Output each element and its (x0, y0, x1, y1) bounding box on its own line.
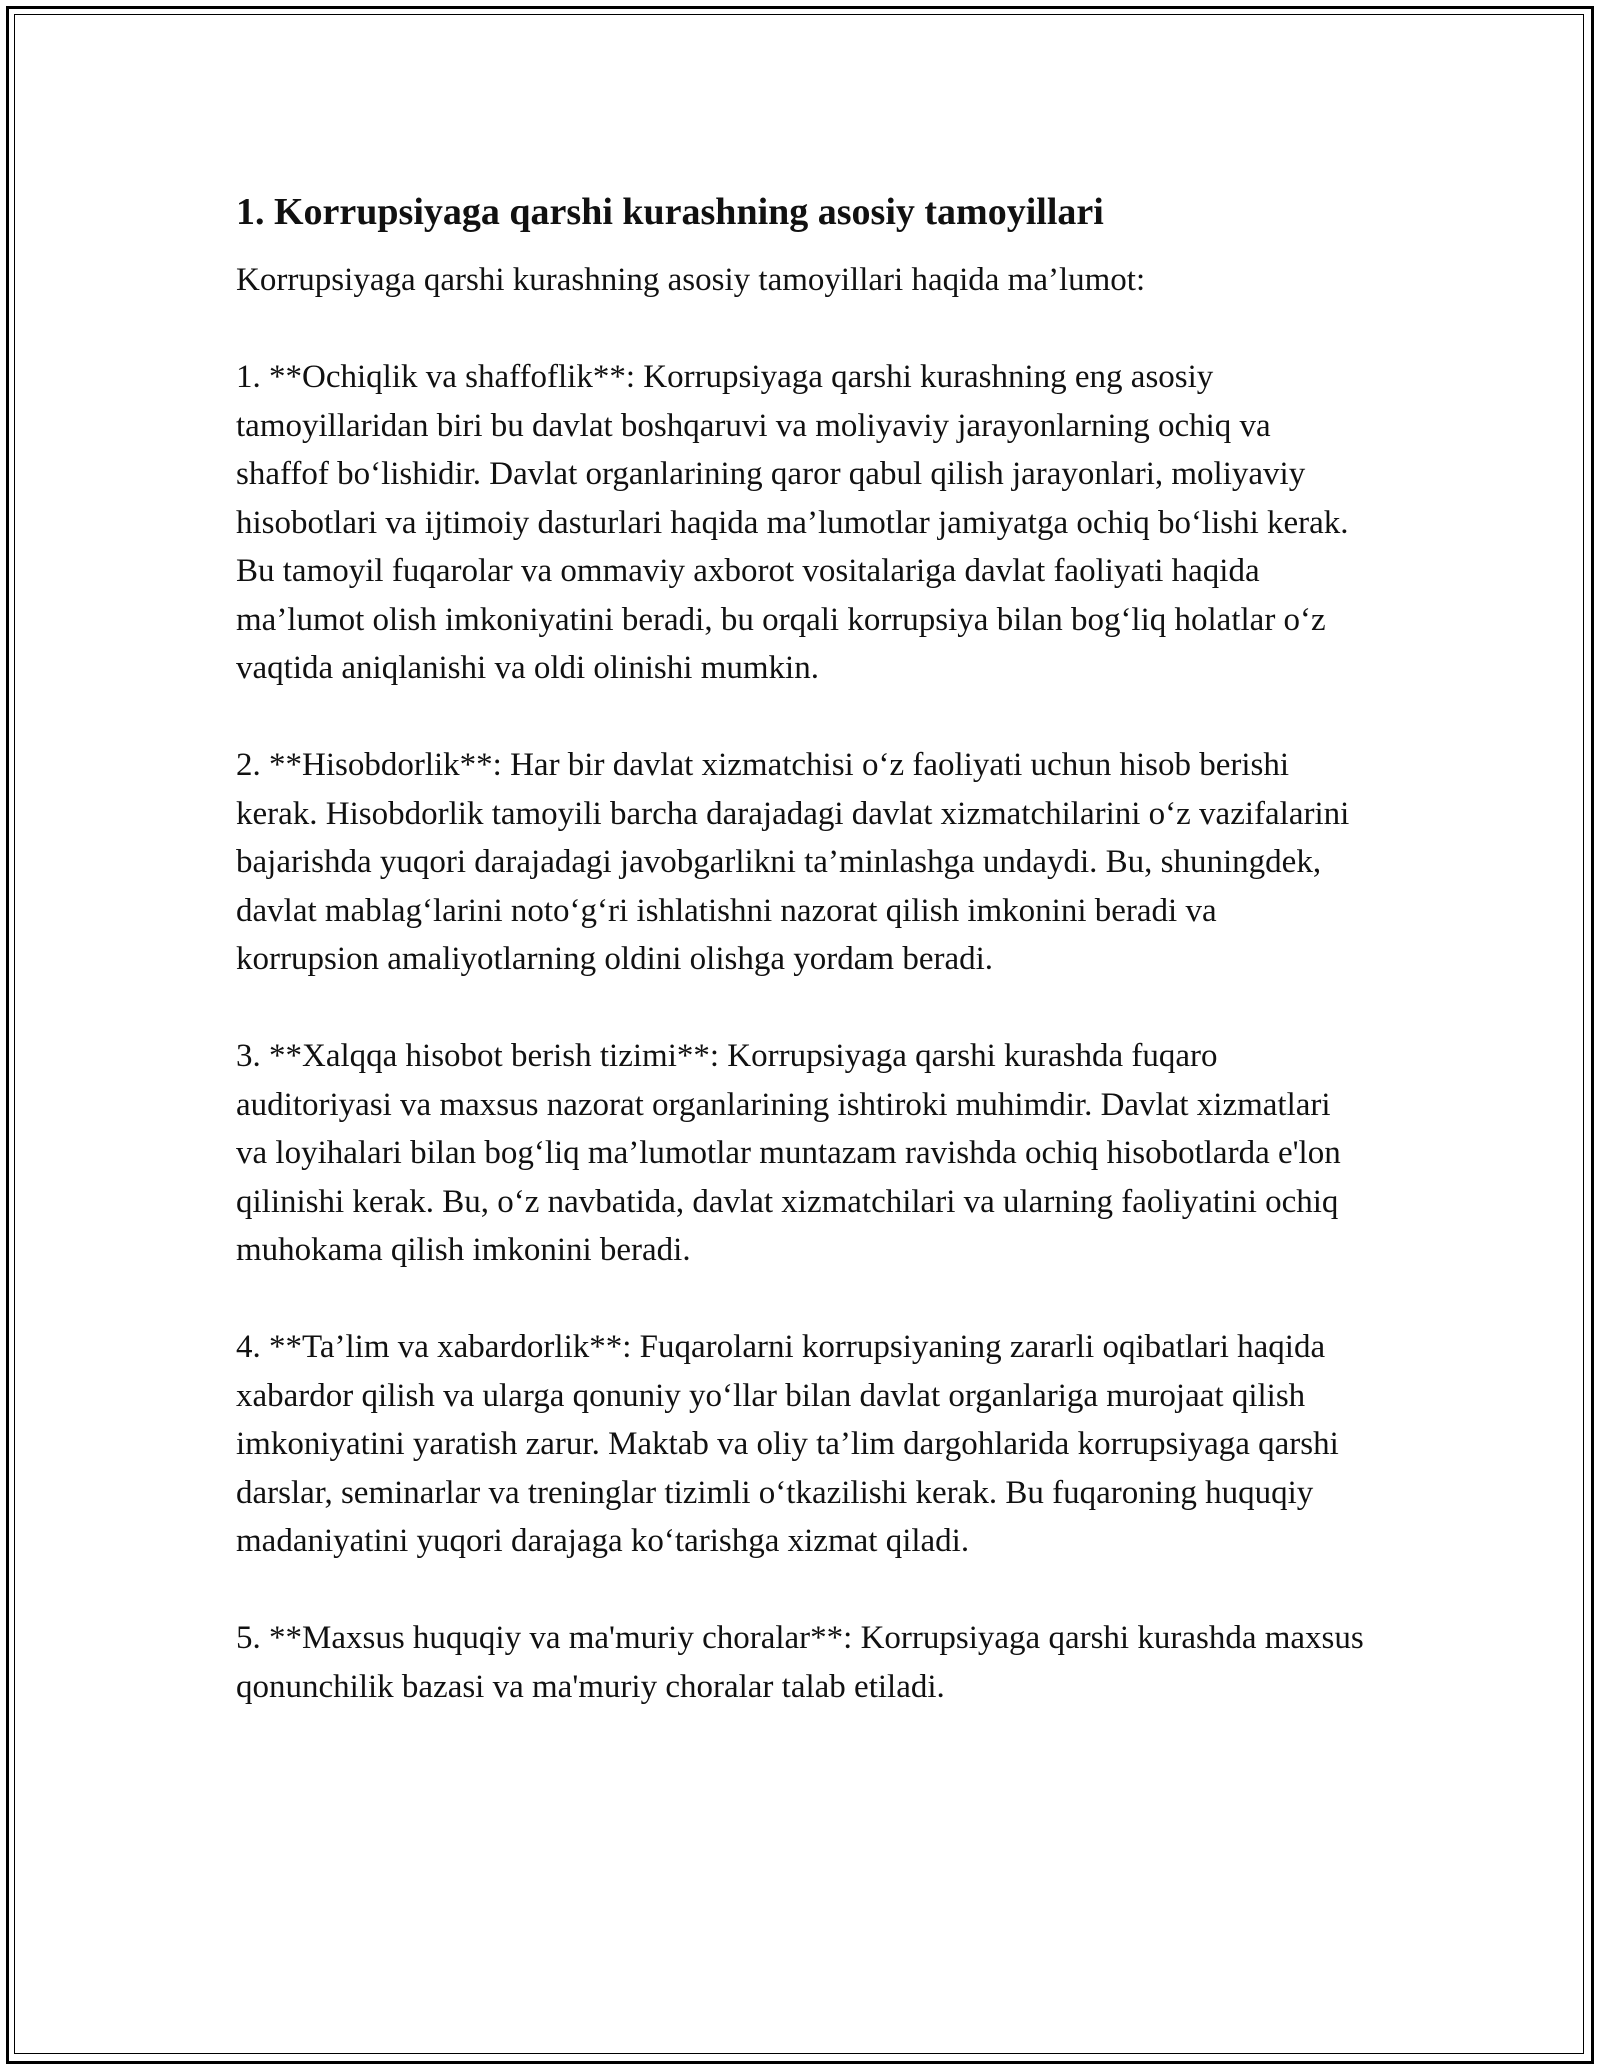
document-title: 1. Korrupsiyaga qarshi kurashning asosiy tamoyillari (236, 191, 1104, 233)
principle-paragraph-2: 2. **Hisobdorlik**: Har bir davlat xizmatchisi o‘z faoliyati uchun hisob berishi kerak. Hisobdorlik tamoyili barcha darajadagi davlat xizmatchilarini o‘z vazifalarini bajarishda yuqori darajadagi javobgarlikni ta’minlashga undaydi. Bu, shuningdek, davlat mablag‘larini noto‘g‘ri ishlatishni nazorat qilish imkonini beradi va korrupsion amaliyotlarning oldini olishga yordam beradi. (236, 747, 1350, 977)
principle-paragraph-3: 3. **Xalqqa hisobot berish tizimi**: Korrupsiyaga qarshi kurashda fuqaro auditoriyasi va maxsus nazorat organlarining ishtiroki muhimdir. Davlat xizmatlari va loyihalari bilan bog‘liq ma’lumotlar muntazam ravishda ochiq hisobotlarda e'lon qilinishi kerak. Bu, o‘z navbatida, davlat xizmatchilari va ularning faoliyatini ochiq muhokama qilish imkonini beradi. (236, 1038, 1341, 1268)
document-page (236, 186, 1366, 1760)
principle-paragraph-1: 1. **Ochiqlik va shaffoflik**: Korrupsiyaga qarshi kurashning eng asosiy tamoyillaridan biri bu davlat boshqaruvi va moliyaviy jarayonlarning ochiq va shaffof bo‘lishidir. Davlat organlarining qaror qabul qilish jarayonlari, moliyaviy hisobotlari va ijtimoiy dasturlari haqida ma’lumotlar jamiyatga ochiq bo‘lishi kerak. Bu tamoyil fuqarolar va ommaviy axborot vositalariga davlat faoliyati haqida ma’lumot olish imkoniyatini beradi, bu orqali korrupsiya bilan bog‘liq holatlar o‘z vaqtida aniqlanishi va oldi olinishi mumkin. (236, 359, 1349, 686)
intro-paragraph: Korrupsiyaga qarshi kurashning asosiy tamoyillari haqida ma’lumot: (236, 262, 1146, 298)
principle-paragraph-4: 4. **Ta’lim va xabardorlik**: Fuqarolarni korrupsiyaning zararli oqibatlari haqida xabardor qilish va ularga qonuniy yo‘llar bilan davlat organlariga murojaat qilish imkoniyatini yaratish zarur. Maktab va oliy ta’lim dargohlarida korrupsiyaga qarshi darslar, seminarlar va treninglar tizimli o‘tkazilishi kerak. Bu fuqaroning huquqiy madaniyatini yuqori darajaga ko‘tarishga xizmat qiladi. (236, 1329, 1339, 1559)
principle-paragraph-5: 5. **Maxsus huquqiy va ma'muriy choralar**: Korrupsiyaga qarshi kurashda maxsus qonunchilik bazasi va ma'muriy choralar talab etiladi. (236, 1620, 1364, 1705)
